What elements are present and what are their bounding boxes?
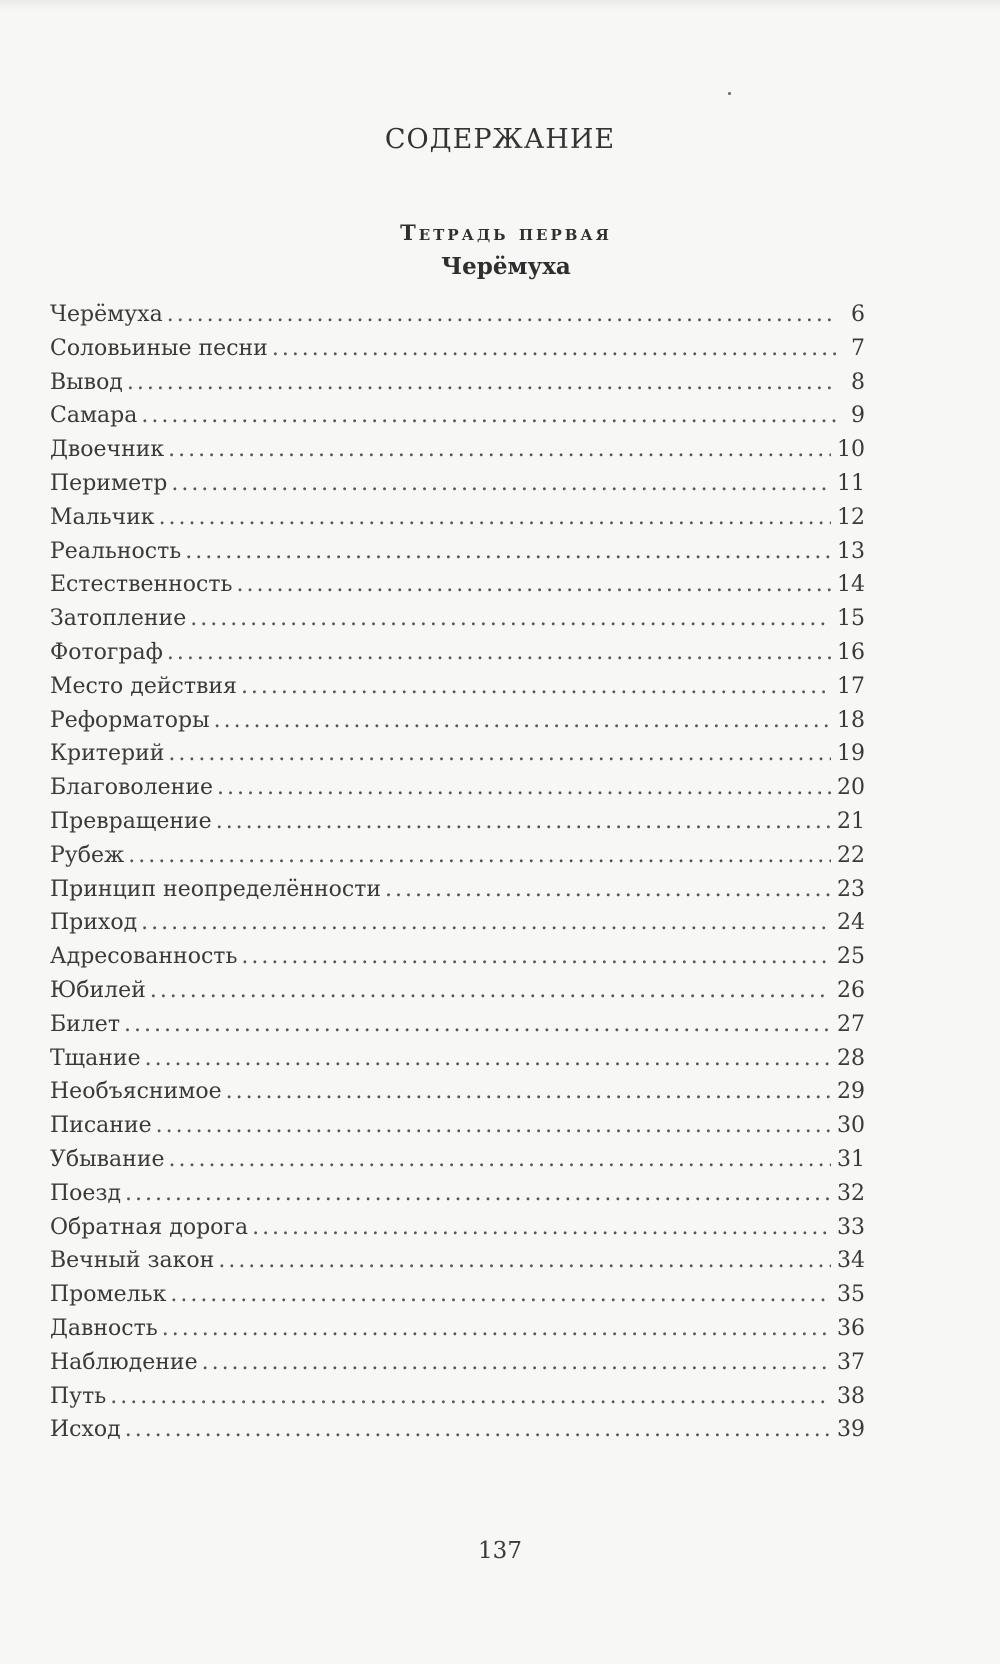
toc-entry-title: Благоволение xyxy=(50,775,214,801)
dot-leader xyxy=(128,839,831,873)
dot-leader xyxy=(141,906,831,940)
toc-entry xyxy=(50,1143,865,1177)
dot-leader xyxy=(162,1312,831,1346)
toc-entry-title: Промельк xyxy=(50,1282,167,1308)
toc-entry-page: 29 xyxy=(837,1079,865,1105)
toc-entry-title: Критерий xyxy=(50,741,165,767)
toc-entry xyxy=(50,535,865,569)
toc-entry-title: Билет xyxy=(50,1011,120,1037)
toc-entry xyxy=(50,298,865,332)
toc-entry-page: 16 xyxy=(837,639,865,665)
toc-entry xyxy=(50,805,865,839)
toc-entry xyxy=(50,1346,865,1380)
toc-entry xyxy=(50,704,865,738)
dot-leader xyxy=(125,1413,831,1447)
toc-entry-title: Рубеж xyxy=(50,842,125,868)
toc-entry-title: Давность xyxy=(50,1315,158,1341)
dot-leader xyxy=(170,1278,831,1312)
toc-entry xyxy=(50,771,865,805)
section-name: Тетрадь первая xyxy=(400,220,612,245)
toc-entry-page: 30 xyxy=(837,1113,865,1139)
dot-leader xyxy=(237,568,831,602)
dot-leader xyxy=(241,670,831,704)
toc-entry-title: Необъяснимое xyxy=(50,1079,222,1105)
toc-entry xyxy=(50,873,865,907)
toc-entry xyxy=(50,568,865,602)
toc-entry-page: 32 xyxy=(837,1180,865,1206)
dot-leader xyxy=(159,501,831,535)
page-title: СОДЕРЖАНИЕ xyxy=(384,124,616,155)
toc-entry xyxy=(50,1008,865,1042)
dot-leader xyxy=(141,399,837,433)
toc-entry xyxy=(50,467,865,501)
toc-entry xyxy=(50,974,865,1008)
toc-entry-page: 35 xyxy=(837,1282,865,1308)
toc-entry-page: 38 xyxy=(837,1383,865,1409)
toc-entry-title: Вывод xyxy=(50,369,123,395)
toc-entry-page: 20 xyxy=(837,775,865,801)
toc-entry xyxy=(50,1075,865,1109)
toc-entry-title: Путь xyxy=(50,1383,107,1409)
toc-entry-page: 19 xyxy=(837,741,865,767)
toc-entry xyxy=(50,332,865,366)
page-number: 137 xyxy=(478,1538,522,1564)
toc-entry-title: Приход xyxy=(50,910,138,936)
toc-entry-page: 27 xyxy=(837,1011,865,1037)
toc-entry xyxy=(50,366,865,400)
toc-entry-title: Поезд xyxy=(50,1180,121,1206)
dot-leader xyxy=(202,1346,831,1380)
toc-entry-page: 34 xyxy=(837,1248,865,1274)
toc-entry-page: 6 xyxy=(851,302,865,327)
toc-entry xyxy=(50,433,865,467)
toc-entry xyxy=(50,1042,865,1076)
dot-leader xyxy=(226,1075,831,1109)
toc-entry-title: Наблюдение xyxy=(50,1349,198,1375)
toc-entry-title: Обратная дорога xyxy=(50,1214,249,1240)
section-header xyxy=(0,222,1000,278)
toc-entry-page: 22 xyxy=(837,842,865,868)
dot-leader xyxy=(145,1042,831,1076)
toc-entry-page: 31 xyxy=(837,1146,865,1172)
dot-leader xyxy=(168,433,831,467)
toc-entry-page: 8 xyxy=(851,369,865,395)
toc-entry xyxy=(50,602,865,636)
toc-entry-title: Исход xyxy=(50,1417,121,1443)
dot-leader xyxy=(185,535,831,569)
toc-entry xyxy=(50,1109,865,1143)
toc-entry-page: 7 xyxy=(851,335,865,361)
dot-leader xyxy=(272,332,837,366)
toc-entry-page: 37 xyxy=(837,1349,865,1375)
toc-entry-title: Писание xyxy=(50,1113,152,1139)
toc-entry-title: Реальность xyxy=(50,538,182,564)
toc-entry xyxy=(50,1413,865,1447)
toc-entry-page: 17 xyxy=(837,673,865,699)
toc-entry-title: Место действия xyxy=(50,673,237,699)
toc-entry-page: 10 xyxy=(837,437,865,463)
toc-entry-title: Фотограф xyxy=(50,639,163,665)
print-speck xyxy=(728,92,731,95)
toc-entry-page: 24 xyxy=(837,910,865,936)
dot-leader xyxy=(385,873,831,907)
toc-entry-page: 28 xyxy=(837,1045,865,1071)
dot-leader xyxy=(156,1109,831,1143)
toc-entry-page: 25 xyxy=(837,944,865,970)
toc-entry xyxy=(50,906,865,940)
dot-leader xyxy=(171,467,831,501)
dot-leader xyxy=(169,1143,831,1177)
dot-leader xyxy=(110,1380,831,1414)
toc-entry-title: Черёмуха xyxy=(50,302,163,327)
toc-entry-title: Самара xyxy=(50,403,138,429)
dot-leader xyxy=(216,805,831,839)
dot-leader xyxy=(127,366,837,400)
dot-leader xyxy=(150,974,831,1008)
toc-list xyxy=(50,298,865,1447)
toc-entry xyxy=(50,940,865,974)
section-subtitle: Черёмуха xyxy=(441,253,571,280)
dot-leader xyxy=(124,1008,831,1042)
toc-entry xyxy=(50,1278,865,1312)
toc-entry-page: 15 xyxy=(837,606,865,632)
toc-entry-title: Юбилей xyxy=(50,977,146,1003)
toc-entry-page: 12 xyxy=(837,504,865,530)
toc-entry-title: Двоечник xyxy=(50,437,165,463)
dot-leader xyxy=(218,1244,831,1278)
toc-entry-title: Реформаторы xyxy=(50,707,210,733)
page-top-edge xyxy=(0,0,1000,10)
toc-entry xyxy=(50,399,865,433)
toc-entry xyxy=(50,501,865,535)
dot-leader xyxy=(167,636,831,670)
dot-leader xyxy=(217,771,831,805)
toc-entry-title: Вечный закон xyxy=(50,1248,215,1274)
toc-entry-title: Принцип неопределённости xyxy=(50,876,382,902)
toc-entry xyxy=(50,670,865,704)
toc-entry-page: 13 xyxy=(837,538,865,564)
toc-entry-page: 21 xyxy=(837,808,865,834)
dot-leader xyxy=(214,704,831,738)
toc-entry-title: Мальчик xyxy=(50,504,155,530)
dot-leader xyxy=(190,602,831,636)
dot-leader xyxy=(125,1177,831,1211)
toc-entry-page: 26 xyxy=(837,977,865,1003)
toc-entry-page: 36 xyxy=(837,1315,865,1341)
toc-entry-page: 18 xyxy=(837,707,865,733)
toc-entry xyxy=(50,737,865,771)
toc-entry-title: Убывание xyxy=(50,1146,165,1172)
toc-entry xyxy=(50,1244,865,1278)
toc-entry-title: Тщание xyxy=(50,1045,141,1071)
toc-entry-page: 39 xyxy=(837,1417,865,1443)
toc-entry xyxy=(50,1211,865,1245)
toc-entry xyxy=(50,1177,865,1211)
toc-entry-title: Адресованность xyxy=(50,944,238,970)
dot-leader xyxy=(252,1211,831,1245)
dot-leader xyxy=(241,940,831,974)
toc-entry-page: 9 xyxy=(851,403,865,429)
toc-entry xyxy=(50,1312,865,1346)
toc-entry-page: 23 xyxy=(837,876,865,902)
toc-entry xyxy=(50,636,865,670)
toc-entry-title: Затопление xyxy=(50,606,187,632)
toc-entry xyxy=(50,1380,865,1414)
dot-leader xyxy=(167,298,837,332)
toc-entry-title: Соловьиные песни xyxy=(50,335,268,361)
toc-entry-page: 33 xyxy=(837,1214,865,1240)
toc-entry-title: Превращение xyxy=(50,808,212,834)
toc-entry-page: 14 xyxy=(837,572,865,598)
dot-leader xyxy=(168,737,831,771)
toc-entry-page: 11 xyxy=(837,470,865,496)
toc-entry xyxy=(50,839,865,873)
toc-entry-title: Естественность xyxy=(50,572,233,598)
toc-entry-title: Периметр xyxy=(50,470,168,496)
